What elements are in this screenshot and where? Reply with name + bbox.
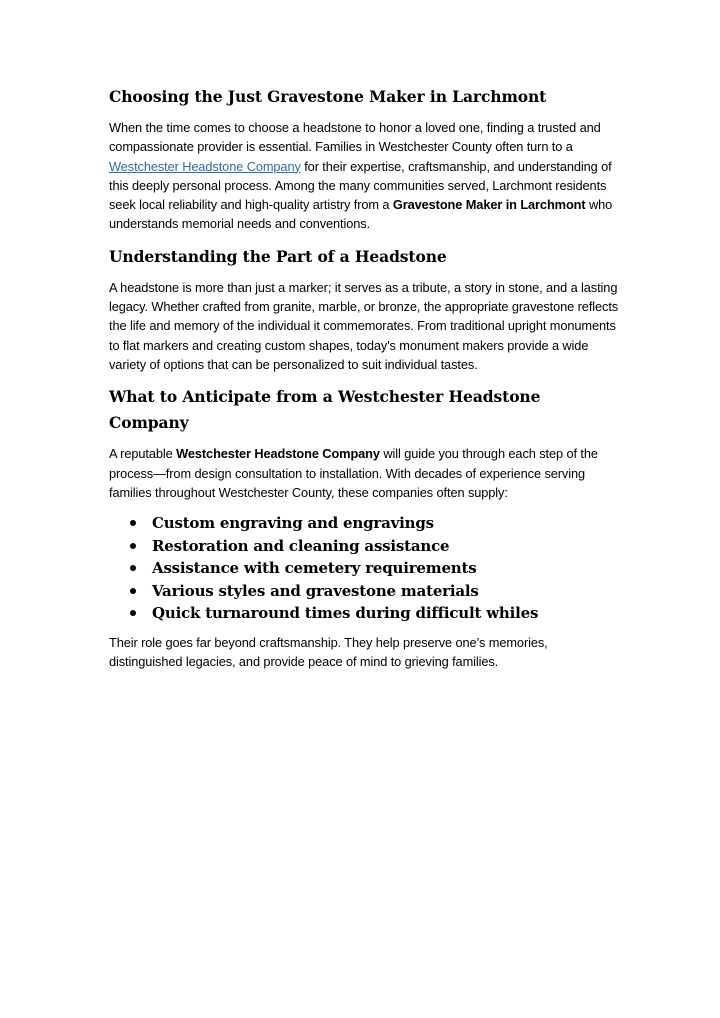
gravestone-maker-bold: Gravestone Maker in Larchmont bbox=[392, 197, 586, 213]
section-heading-choosing: Choosing the Just Gravestone Maker in Larchmont bbox=[109, 87, 547, 106]
company-text-2: will guide you through each step of the process—from design consultation to installation. With decades of experience serving families throughout Westchester County, these companies often supply: bbox=[109, 446, 598, 500]
list-item bbox=[109, 580, 619, 603]
bullet-icon bbox=[130, 588, 136, 594]
bullet-icon bbox=[130, 610, 136, 616]
company-text-1: A reputable bbox=[109, 446, 177, 462]
intro-text-1: When the time comes to choose a headstone to honor a loved one, finding a trusted and compassionate provider is essential. Families in Westchester County often turn to a bbox=[109, 120, 601, 155]
services-list bbox=[109, 512, 619, 625]
intro-text-3: who understands memorial needs and conventions. bbox=[109, 197, 613, 232]
bullet-icon bbox=[130, 565, 136, 571]
company-name-bold: Westchester Headstone Company bbox=[176, 446, 380, 462]
document-body bbox=[109, 84, 619, 671]
headstone-paragraph: A headstone is more than just a marker; it serves as a tribute, a story in stone, and a lasting legacy. Whether crafted from granite, marble, or bronze, the appropriate gravestone reflects the life and memory of the individual it commemorates. From traditional upright monuments to flat markers and creating custom shapes, today's monument makers provide a wide variety of options that can be personalized to suit individual tastes. bbox=[109, 279, 619, 372]
section-heading-understanding: Understanding the Part of a Headstone bbox=[109, 246, 447, 266]
list-item-label: Various styles and gravestone materials bbox=[152, 581, 479, 600]
intro-text-2: for their expertise, craftsmanship, and understanding of this deeply personal process. Among the many communities served, Larchmont residents seek local reliability and high-quality artistry from a bbox=[109, 158, 612, 213]
intro-paragraph bbox=[109, 118, 619, 234]
company-paragraph bbox=[109, 444, 619, 502]
section-heading-anticipate: What to Anticipate from a Westchester Headstone Company bbox=[109, 387, 541, 433]
list-item-label: Assistance with cemetery requirements bbox=[152, 559, 477, 578]
closing-paragraph: Their role goes far beyond craftsmanship. They help preserve one’s memories, distinguished legacies, and provide peace of mind to grieving families. bbox=[109, 634, 548, 669]
bullet-icon bbox=[130, 520, 136, 526]
list-item-label: Custom engraving and engravings bbox=[152, 514, 434, 533]
westchester-headstone-company-link[interactable]: Westchester Headstone Company bbox=[109, 158, 301, 174]
list-item-label: Quick turnaround times during difficult whiles bbox=[152, 604, 539, 623]
list-item bbox=[109, 535, 619, 558]
bullet-icon bbox=[130, 543, 136, 549]
list-item bbox=[109, 602, 619, 625]
list-item bbox=[109, 557, 619, 580]
list-item bbox=[109, 512, 619, 535]
list-item-label: Restoration and cleaning assistance bbox=[152, 536, 450, 555]
